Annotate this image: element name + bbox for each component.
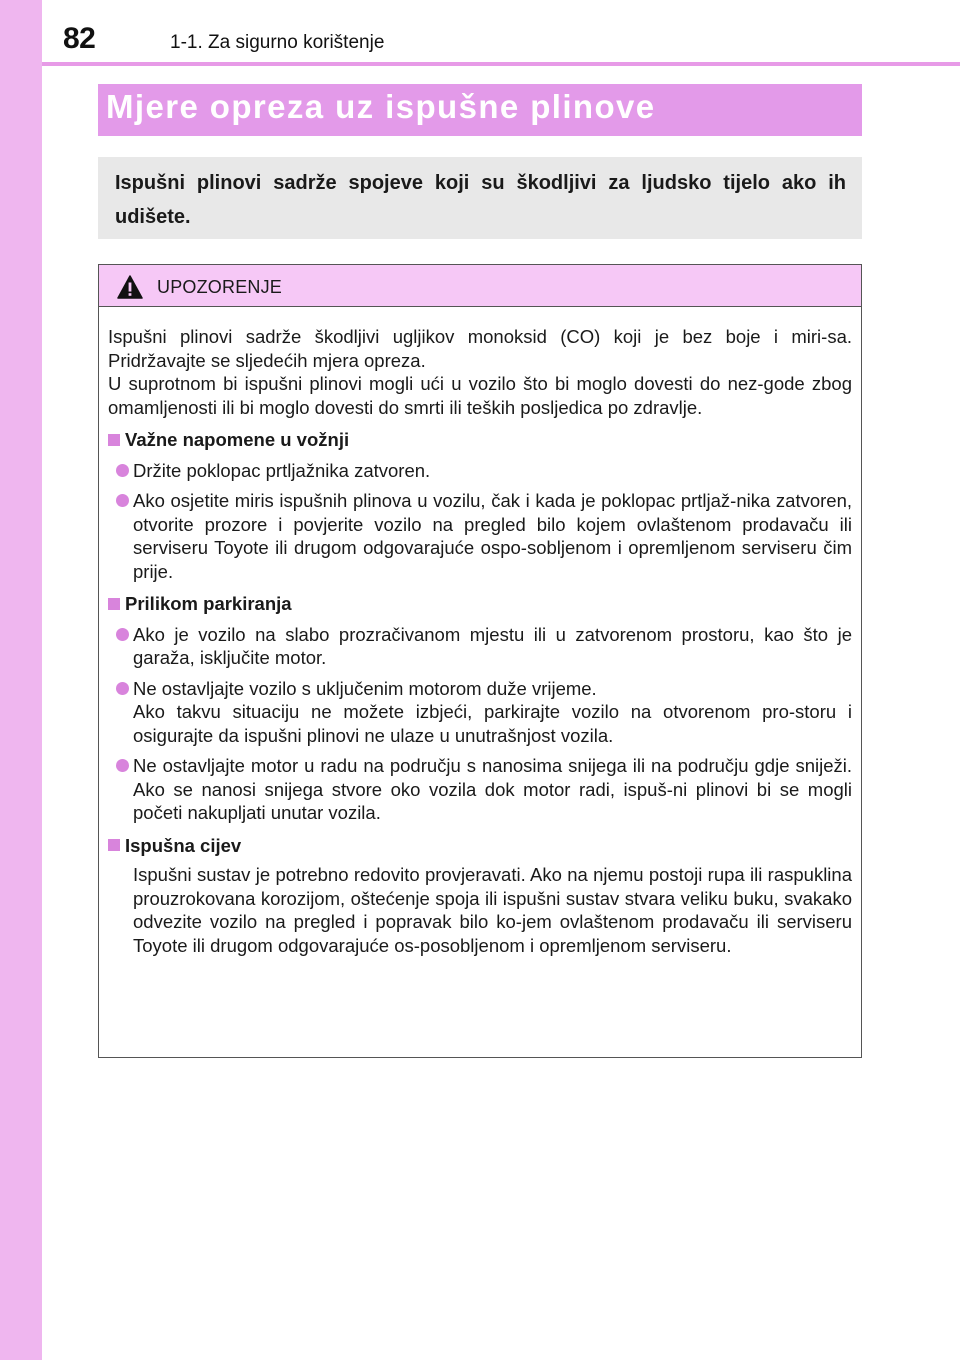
round-bullet-icon	[116, 464, 129, 477]
warning-intro-consequence: U suprotnom bi ispušni plinovi mogli ući u vozilo što bi moglo dovesti do nez-gode zbog omamljenosti ili bi moglo dovesti do smrti ili teških posljedica po zdravlje.	[108, 373, 852, 418]
warning-box	[98, 264, 862, 1058]
intro-box	[98, 157, 862, 239]
list-item: Ako je vozilo na slabo prozračivanom mjestu ili u zatvorenom prostoru, kao što je garaža, isključite motor.	[108, 623, 852, 670]
round-bullet-icon	[116, 759, 129, 772]
warning-body	[99, 307, 861, 957]
section-heading-parking: Prilikom parkiranja	[108, 592, 852, 616]
running-head: 1-1. Za sigurno korištenje	[170, 32, 385, 53]
list-item: Ako osjetite miris ispušnih plinova u vozilu, čak i kada je poklopac prtljaž-nika zatvoren, otvorite prozore i povjerite vozilo na pregled bilo kojem ovlaštenom prodavaču ili serviseru Toyote ili drugom odgovarajuće ospo-sobljenom i opremljenom serviseru čim prije.	[108, 489, 852, 583]
list-item: Ne ostavljajte motor u radu na području s nanosima snijega ili na području gdje sniježi. Ako se nanosi snijega stvore oko vozila dok motor radi, ispuš-ni plinovi bi se mogli početi nakupljati unutar vozila.	[108, 754, 852, 825]
round-bullet-icon	[116, 628, 129, 641]
section-heading-driving: Važne napomene u vožnji	[108, 428, 852, 452]
intro-text: Ispušni plinovi sadrže spojeve koji su škodljivi za ljudsko tijelo ako ih udišete.	[115, 172, 846, 228]
square-bullet-icon	[108, 839, 120, 851]
warning-label: UPOZORENJE	[157, 277, 283, 297]
warning-triangle-icon	[117, 275, 143, 299]
section-title: Mjere opreza uz ispušne plinove	[106, 88, 656, 125]
side-strip	[0, 0, 42, 1360]
square-bullet-icon	[108, 434, 120, 446]
exhaust-pipe-text: Ispušni sustav je potrebno redovito provjeravati. Ako na njemu postoji rupa ili raspuklina prouzrokovana korozijom, oštećenje spoja ili ispušni sustav stvara veliku buku, svakako odvezite vozilo na pregled i popravak bilo ko-jem ovlaštenom prodavaču ili serviseru Toyote ili drugom odgovarajuće os-posobljenom i opremljenom serviseru.	[133, 864, 852, 956]
round-bullet-icon	[116, 682, 129, 695]
square-bullet-icon	[108, 598, 120, 610]
round-bullet-icon	[116, 494, 129, 507]
section-title-bar	[98, 84, 862, 136]
header-rule	[42, 62, 960, 66]
section-heading-exhaust-pipe: Ispušna cijev	[108, 834, 852, 858]
list-item: Ne ostavljajte vozilo s uključenim motorom duže vrijeme. Ako takvu situaciju ne možete izbjeći, parkirajte vozilo na otvorenom pro-storu i osigurajte da ispušni plinovi ne ulaze u unutrašnjost vozila.	[108, 677, 852, 748]
list-item-continuation: Ako takvu situaciju ne možete izbjeći, parkirajte vozilo na otvorenom pro-storu i osigurajte da ispušni plinovi ne ulaze u unutrašnjost vozila.	[133, 701, 852, 746]
warning-header	[99, 265, 861, 307]
warning-intro: Ispušni plinovi sadrže škodljivi ugljikov monoksid (CO) koji je bez boje i miri-sa. Pridržavajte se sljedećih mjera opreza.	[108, 326, 852, 371]
list-item: Držite poklopac prtljažnika zatvoren.	[108, 459, 852, 483]
page-number: 82	[63, 22, 96, 55]
